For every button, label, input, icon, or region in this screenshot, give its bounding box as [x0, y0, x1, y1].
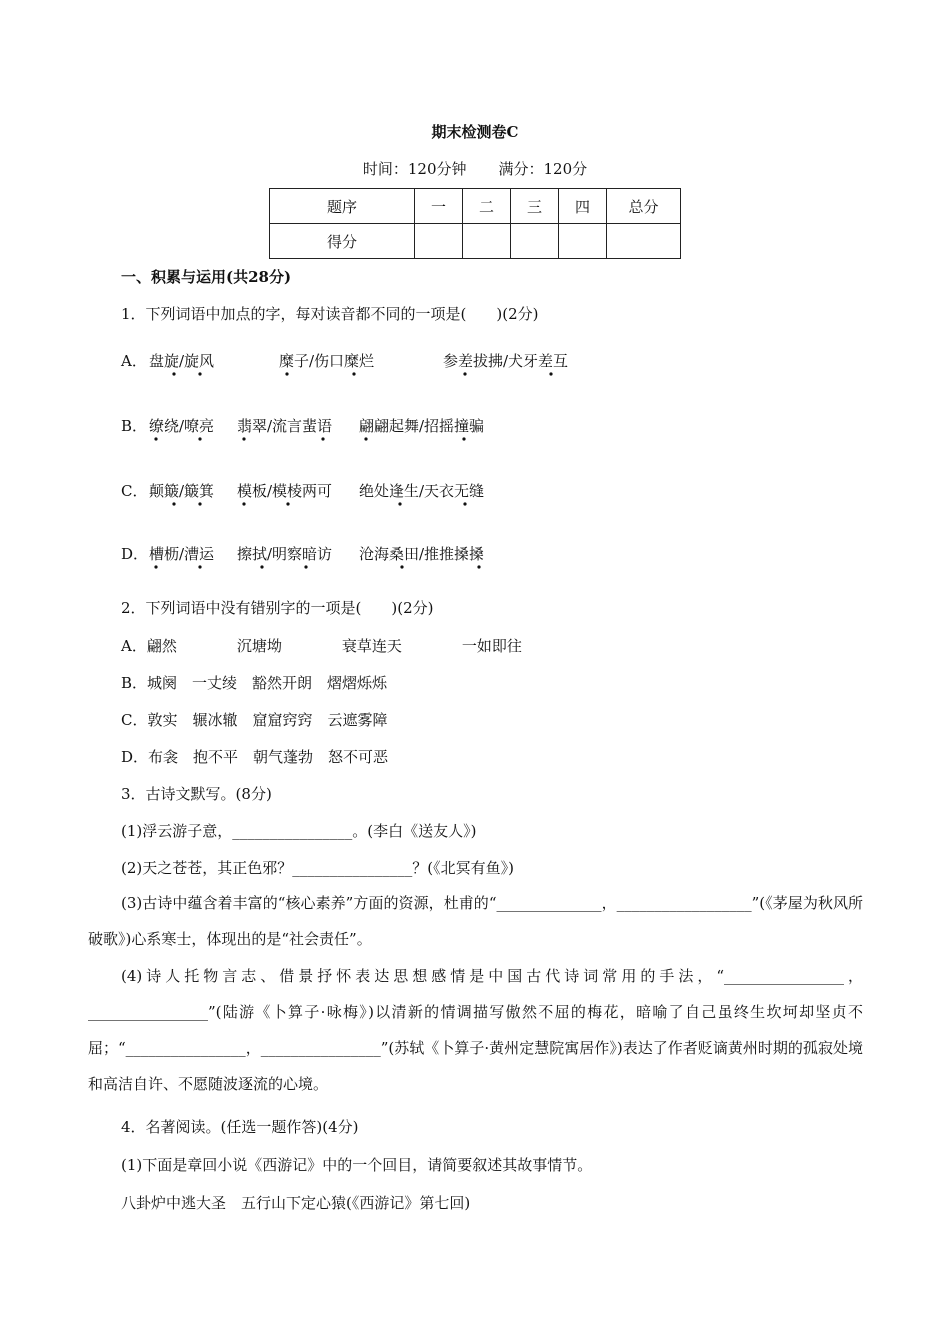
q1-option-b: [121, 415, 485, 436]
option-word-3: 绝处逢生/天衣无缝: [359, 482, 485, 500]
q2-option-c: C．敦实 辗冰辙 窟窟窍窍 云遮雾障: [121, 711, 388, 729]
exam-time: 时间：120分钟: [362, 160, 467, 178]
q2-stem: 2．下列词语中没有错别字的一项是( )(2分): [121, 599, 434, 617]
score-cell: [607, 224, 681, 259]
q4-stem: 4．名著阅读。(任选一题作答)(4分): [121, 1118, 359, 1136]
q3-item-1: (1)浮云游子意，________________。(李白《送友人》): [121, 822, 477, 840]
option-word-1: 槽枥/漕运: [149, 545, 215, 563]
page-title: 期末检测卷C: [431, 123, 519, 141]
section-heading: 一、积累与运用(共28分): [121, 268, 292, 286]
score-table-header-row: [270, 189, 681, 224]
q3-stem: 3．古诗文默写。(8分): [121, 785, 272, 803]
q1-option-c: [121, 480, 485, 501]
option-label: C．: [121, 482, 148, 500]
q3-item-3-text: (3)古诗中蕴含着丰富的“核心素养”方面的资源，杜甫的“______________，__________________”(《茅屋为秋风所破歌》)心系寒士，体现出的是“社会责任”。: [88, 894, 863, 948]
exam-full-score: 满分：120分: [498, 160, 588, 178]
option-label: D．: [121, 545, 149, 563]
q2-option-b: B．城阕 一丈绫 豁然开朗 熠熠烁烁: [121, 674, 388, 692]
score-cell: [559, 224, 607, 259]
q3-item-4: [88, 958, 863, 1102]
score-table-cell: 一: [415, 189, 463, 224]
exam-meta: [0, 158, 950, 179]
option-word-1: 颠簸/簸箕: [149, 482, 215, 500]
score-table: [269, 188, 681, 259]
q3-item-4-text: (4)诗人托物言志、借景抒怀表达思想感情是中国古代诗词常用的手法，“________________，________________”(陆游《卜算子·咏梅》)以清新的情调描写傲然不屈的梅花，暗喻了自己虽终生坎坷却坚贞不屈；“________________，________________”(苏轼《卜算子·黄州定慧院寓居作》)表达了作者贬谪黄州时期的孤寂处境和高洁自许、不愿随波逐流的心境。: [88, 967, 863, 1093]
score-table-cell: 二: [463, 189, 511, 224]
q3-item-2: (2)天之苍苍，其正色邪？________________？(《北冥有鱼》): [121, 859, 514, 877]
q4-item-1: (1)下面是章回小说《西游记》中的一个回目，请简要叙述其故事情节。: [121, 1156, 593, 1174]
score-table-cell: 三: [511, 189, 559, 224]
score-table-row-label: 得分: [270, 224, 415, 259]
q2-option-a: A．翩然 沉塘坳 衰草连天 一如即往: [121, 637, 522, 655]
q3-item-3: [88, 885, 863, 957]
option-word-3: 沧海桑田/推推搡搡: [359, 545, 485, 563]
option-word-2: 糜子/伤口糜烂: [279, 352, 375, 370]
q4-chapter-title: 八卦炉中逃大圣 五行山下定心猿(《西游记》第七回): [121, 1194, 471, 1212]
score-cell: [415, 224, 463, 259]
q1-stem: 1．下列词语中加点的字，每对读音都不同的一项是( )(2分): [121, 305, 539, 323]
score-table-score-row: [270, 224, 681, 259]
option-word-1: 盘旋/旋风: [149, 352, 215, 370]
option-word-3: 参差拔拂/犬牙差互: [443, 352, 569, 370]
option-word-2: 翡翠/流言蜚语: [237, 417, 333, 435]
score-table-cell: 题序: [270, 189, 415, 224]
option-word-2: 模板/模棱两可: [237, 482, 333, 500]
q2-option-d: D．布衾 抱不平 朝气蓬勃 怒不可恶: [121, 748, 389, 766]
score-cell: [463, 224, 511, 259]
option-label: A．: [121, 352, 147, 370]
option-word-1: 缭绕/嘹亮: [149, 417, 215, 435]
option-word-3: 翩翩起舞/招摇撞骗: [359, 417, 485, 435]
score-table-cell: 总分: [607, 189, 681, 224]
q1-option-d: [121, 543, 485, 564]
option-word-2: 擦拭/明察暗访: [237, 545, 333, 563]
score-table-cell: 四: [559, 189, 607, 224]
score-cell: [511, 224, 559, 259]
q1-option-a: [121, 350, 569, 371]
option-label: B．: [121, 417, 148, 435]
